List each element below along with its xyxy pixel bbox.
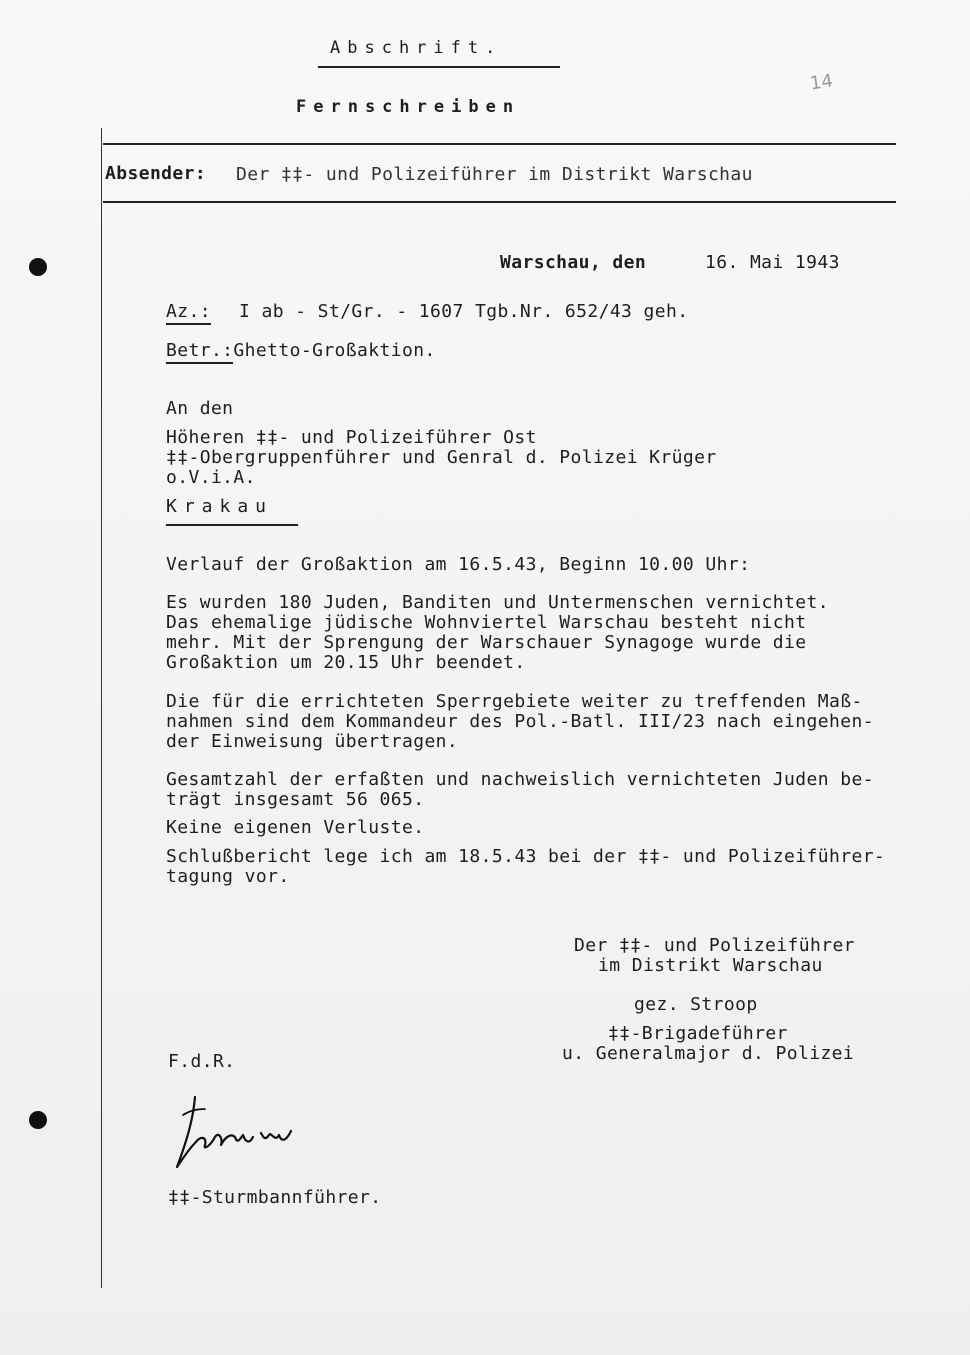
body-p1-line-1: Es wurden 180 Juden, Banditen und Untermenschen vernichtet. <box>166 592 829 613</box>
document-type: Fernschreiben <box>296 97 521 117</box>
body-p2-line-1: Die für die errichteten Sperrgebiete weiter zu treffenden Maß- <box>166 691 863 712</box>
body-p1-line-4: Großaktion um 20.15 Uhr beendet. <box>166 652 526 673</box>
body-heading: Verlauf der Großaktion am 16.5.43, Beginn 10.00 Uhr: <box>166 554 751 575</box>
signature-line-4: ‡‡-Brigadeführer <box>608 1023 788 1044</box>
signature-line-2: im Distrikt Warschau <box>598 955 823 976</box>
subject-line <box>166 341 436 361</box>
recipient-city: Krakau <box>166 496 274 517</box>
sender-value: Der ‡‡- und Polizeiführer im Distrikt Warschau <box>236 164 753 185</box>
subject-value: Ghetto-Großaktion. <box>233 340 436 361</box>
page-number: 14 <box>808 70 835 95</box>
sender-rule-bottom <box>103 201 896 203</box>
body-p1-line-3: mehr. Mit der Sprengung der Warschauer Synagoge wurde die <box>166 632 807 653</box>
body-p2-line-2: nahmen sind dem Kommandeur des Pol.-Batl. III/23 nach eingehen- <box>166 711 874 732</box>
handwritten-signature <box>165 1085 305 1180</box>
signature-line-5: u. Generalmajor d. Polizei <box>562 1043 855 1064</box>
recipient-line-1: An den <box>166 398 234 419</box>
recipient-line-2: Höheren ‡‡- und Polizeiführer Ost <box>166 427 537 448</box>
certification-rank: ‡‡-Sturmbannführer. <box>168 1187 382 1208</box>
copy-mark-underline <box>318 66 560 68</box>
az-value: I ab - St/Gr. - 1607 Tgb.Nr. 652/43 geh. <box>239 301 689 322</box>
recipient-line-4: o.V.i.A. <box>166 467 256 488</box>
subject-label: Betr.: <box>166 340 233 364</box>
body-p5-line-2: tagung vor. <box>166 866 290 887</box>
az-label <box>166 302 211 322</box>
body-p3-line-2: trägt insgesamt 56 065. <box>166 789 425 810</box>
sender-rule-top <box>103 143 896 145</box>
body-p2-line-3: der Einweisung übertragen. <box>166 731 459 752</box>
body-p1-line-2: Das ehemalige jüdische Wohnviertel Warschau besteht nicht <box>166 612 807 633</box>
body-p3-line-1: Gesamtzahl der erfaßten und nachweislich vernichteten Juden be- <box>166 769 874 790</box>
place-label: Warschau, den <box>500 252 647 273</box>
body-p4: Keine eigenen Verluste. <box>166 817 425 838</box>
date-value: 16. Mai 1943 <box>705 252 840 273</box>
sender-label: Absender: <box>105 163 207 184</box>
az-label-text: Az.: <box>166 301 211 325</box>
signature-line-1: Der ‡‡- und Polizeiführer <box>574 935 855 956</box>
margin-line <box>101 128 102 1288</box>
fdr-mark: F.d.R. <box>168 1051 236 1072</box>
punch-hole-top <box>29 258 47 276</box>
recipient-line-3: ‡‡-Obergruppenführer und Genral d. Polizei Krüger <box>166 447 717 468</box>
punch-hole-bottom <box>29 1111 47 1129</box>
copy-mark: Abschrift. <box>330 38 503 58</box>
signature-line-3: gez. Stroop <box>634 994 758 1015</box>
body-p5-line-1: Schlußbericht lege ich am 18.5.43 bei der ‡‡- und Polizeiführer- <box>166 846 886 867</box>
recipient-city-underline <box>166 524 298 526</box>
